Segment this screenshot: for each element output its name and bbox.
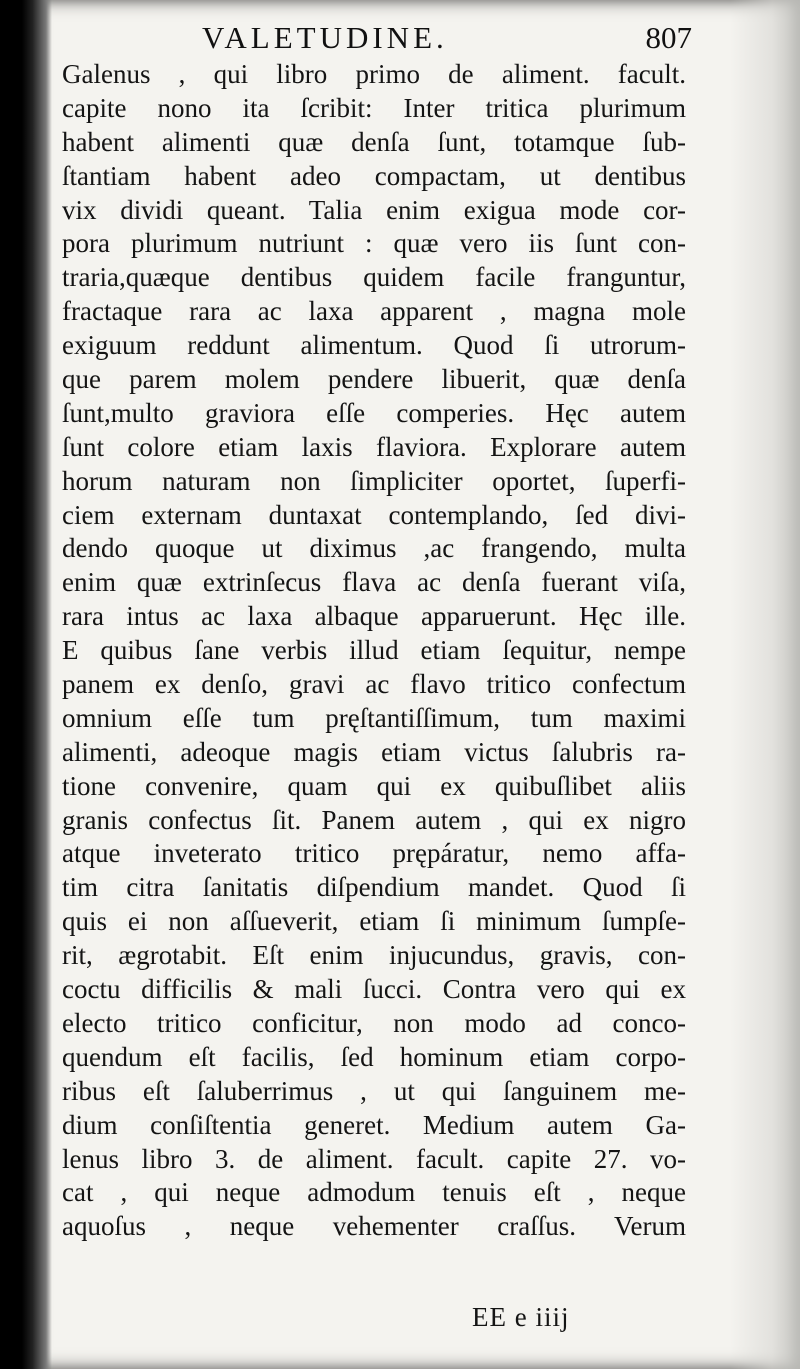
text-line: ſtantiam habent adeo compactam, ut dentibus	[62, 160, 686, 191]
body-text	[62, 58, 686, 1244]
text-line: Galenus , qui libro primo de aliment. facult.	[62, 59, 686, 89]
text-line: cat , qui neque admodum tenuis eſt , neque	[62, 1177, 686, 1208]
text-line: ſunt colore etiam laxis flaviora. Explorare autem	[62, 431, 686, 462]
text-line: rit, ægrotabit. Eſt enim injucundus, gravis, con-	[62, 940, 686, 971]
text-line: rara intus ac laxa albaque apparuerunt. Hęc ille.	[62, 601, 686, 632]
page-number: 807	[645, 20, 692, 55]
binding-shadow	[22, 0, 52, 1369]
text-line: lenus libro 3. de aliment. facult. capite 27. vo-	[62, 1143, 686, 1174]
text-line: ribus eſt ſaluberrimus , ut qui ſanguinem me-	[62, 1075, 686, 1106]
text-line: tim citra ſanitatis diſpendium mandet. Quod ſi	[62, 872, 686, 903]
text-line: dium conſiſtentia generet. Medium autem Ga-	[62, 1109, 686, 1140]
page-header	[62, 20, 692, 60]
text-line: quendum eſt facilis, ſed hominum etiam corpo-	[62, 1041, 686, 1072]
text-line: vix dividi queant. Talia enim exigua mode cor-	[62, 194, 686, 225]
text-line: coctu difficilis & mali ſucci. Contra vero qui ex	[62, 974, 686, 1005]
text-line: atque inveterato tritico prępáratur, nemo affa-	[62, 838, 686, 869]
text-line: fractaque rara ac laxa apparent , magna mole	[62, 296, 686, 327]
text-line: quis ei non aſſueverit, etiam ſi minimum ſumpſe-	[62, 906, 686, 937]
text-line: E quibus ſane verbis illud etiam ſequitur, nempe	[62, 635, 686, 666]
text-line: que parem molem pendere libuerit, quæ denſa	[62, 364, 686, 395]
signature-mark: EE e iiij	[472, 1302, 570, 1332]
text-line: tione convenire, quam qui ex quibuſlibet aliis	[62, 770, 686, 801]
text-line: ſunt,multo graviora eſſe comperies. Hęc autem	[62, 397, 686, 428]
text-line: aquoſus , neque vehementer craſſus. Verum	[62, 1211, 686, 1242]
text-line: dendo quoque ut diximus ,ac frangendo, multa	[62, 533, 686, 564]
text-line: enim quæ extrinſecus flava ac denſa fuerant viſa,	[62, 567, 686, 598]
text-line: granis confectus ſit. Panem autem , qui ex nigro	[62, 804, 686, 835]
text-line: alimenti, adeoque magis etiam victus ſalubris ra-	[62, 736, 686, 767]
text-line: ciem externam duntaxat contemplando, ſed divi-	[62, 499, 686, 530]
adjacent-page-bleed	[730, 0, 800, 1369]
text-line: habent alimenti quæ denſa ſunt, totamque ſub-	[62, 126, 686, 157]
text-line: pora plurimum nutriunt : quæ vero iis ſunt con-	[62, 228, 686, 259]
text-line: traria,quæque dentibus quidem facile franguntur,	[62, 262, 686, 293]
text-line: omnium eſſe tum pręſtantiſſimum, tum maximi	[62, 702, 686, 733]
text-line: capite nono ita ſcribit: Inter tritica plurimum	[62, 92, 686, 123]
text-line: horum naturam non ſimpliciter oportet, ſuperfi-	[62, 465, 686, 496]
running-title: VALETUDINE.	[202, 20, 448, 55]
text-line: exiguum reddunt alimentum. Quod ſi utrorum-	[62, 330, 686, 361]
text-line: electo tritico conficitur, non modo ad conco-	[62, 1007, 686, 1038]
text-line: panem ex denſo, gravi ac flavo tritico confectum	[62, 669, 686, 700]
